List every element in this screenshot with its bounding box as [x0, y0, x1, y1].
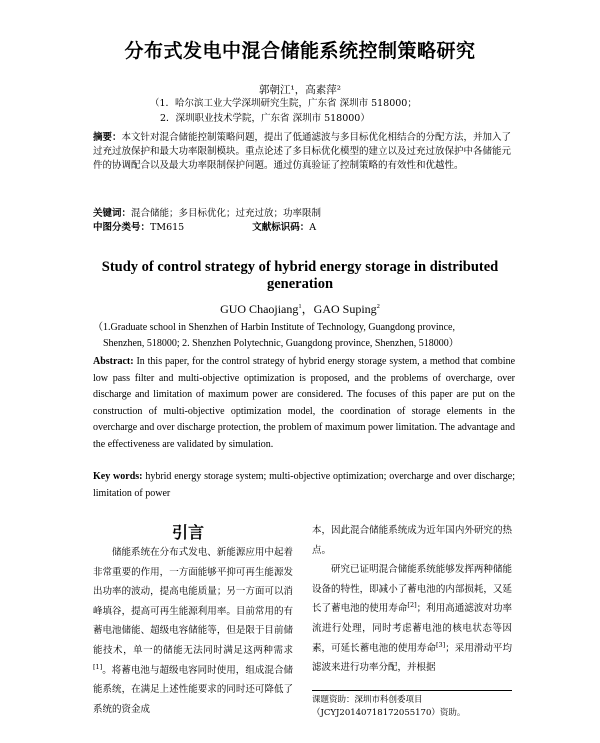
english-keywords-text: hybrid energy storage system; multi-objective optimization; overcharge and over discharge; limitation of power	[93, 471, 516, 499]
english-author-2: GAO Suping	[313, 302, 377, 316]
footnote-divider	[312, 690, 512, 691]
intro-right-paragraph-2	[312, 560, 512, 678]
classification-line	[93, 221, 513, 235]
clc-value: TM615	[150, 222, 185, 233]
funding-footnote	[312, 694, 517, 720]
english-affiliation-line-2: Shenzhen, 518000; 2. Shenzhen Polytechnic, Guangdong province, Shenzhen, 518000）	[103, 338, 459, 349]
intro-right-citation-1: [2]	[407, 601, 417, 610]
intro-left-text-b: 。将蓄电池与超级电容同时使用，组成混合储能系统，在满足上述性能要求的同时还可降低了系统的资金成	[93, 664, 293, 715]
english-author-2-mark: 2	[376, 303, 380, 310]
english-abstract	[93, 354, 515, 453]
english-affiliation	[93, 320, 533, 352]
chinese-keywords	[93, 207, 513, 221]
chinese-keywords-text: 混合储能；多目标优化；过充过放；功率限制	[131, 208, 322, 219]
english-affiliation-line-1: （1.Graduate school in Shenzhen of Harbin Institute of Technology, Guangdong province,	[93, 322, 455, 333]
footnote-label: 课题资助：	[312, 695, 355, 705]
english-keywords-label: Key words:	[93, 471, 143, 482]
chinese-abstract-text: 本文针对混合储能控制策略问题，提出了低通滤波与多目标优化相结合的分配方法，并加入了过充过放保护和最大功率限制模块。重点论述了多目标优化模型的建立以及过充过放保护中各储能元件的协调配合以及最大功率限制保护问题。通过仿真验证了控制策略的有效性和优越性。	[93, 132, 512, 171]
english-authors	[0, 300, 600, 317]
english-abstract-label: Abstract:	[93, 356, 134, 367]
english-keywords	[93, 469, 515, 502]
intro-left-text-a: 储能系统在分布式发电、新能源应用中起着非常重要的作用，一方面能够平抑可再生能源发出功率的波动，提高电能质量；另一方面可以消峰填谷，提高可再生能源利用率。目前常用的有蓄电池储能、超级电容储能等，但是限于目前储能技术，单一的储能无法同时满足这两种需求	[93, 547, 293, 656]
chinese-affiliation-line-2: 2．深圳职业技术学院，广东省 深圳市 518000）	[160, 113, 370, 124]
intro-right-text-b: ；利用高通滤波对功率流进行处理，同时考虑蓄电池的核电状态等因素，可延长蓄电池的使用寿命	[312, 603, 512, 654]
intro-left-citation: [1]	[93, 662, 103, 671]
english-author-1-mark: 1	[298, 303, 302, 310]
chinese-title: 分布式发电中混合储能系统控制策略研究	[124, 40, 476, 62]
english-author-1: GUO Chaojiang	[220, 302, 299, 316]
doc-code-value: A	[309, 222, 317, 233]
chinese-abstract	[93, 131, 513, 173]
chinese-affiliation	[150, 96, 480, 126]
chinese-abstract-label: 摘要：	[93, 132, 122, 143]
chinese-affiliation-line-1: （1．哈尔滨工业大学深圳研究生院，广东省 深圳市 518000；	[150, 98, 417, 109]
clc-label: 中图分类号：	[93, 222, 151, 233]
intro-right-text-c: ；采用滑动平均滤波来进行功率分配，并根据	[312, 642, 512, 674]
intro-right-column	[312, 521, 512, 678]
chinese-authors: 郭朝江¹，高素萍²	[259, 84, 341, 96]
intro-right-citation-2: [3]	[436, 640, 446, 649]
english-author-separator: ，	[301, 302, 314, 316]
chinese-keywords-label: 关键词：	[93, 208, 132, 219]
doc-code-label: 文献标识码：	[252, 222, 310, 233]
intro-right-text-a: 研究已证明混合储能系统能够发挥两种储能设备的特性，即减小了蓄电池的内部损耗，又延长了蓄电池的使用寿命	[312, 564, 512, 615]
footnote-text: 深圳市科创委项目（JCYJ20140718172055170）资助。	[312, 695, 466, 718]
intro-heading: 引言	[171, 523, 204, 542]
intro-right-paragraph-1: 本，因此混合储能系统成为近年国内外研究的热点。	[312, 525, 512, 556]
intro-left-column	[93, 543, 293, 719]
english-abstract-text: In this paper, for the control strategy of hybrid energy storage system, a method that combine low pass filter and multi-objective optimization is proposed, and the problems of overcharge, over discharge and limitation of maximum power are considered. The focuses of this paper are put on the construction of multi-objective optimization model, the coordination of storage elements in the overcharge and over discharge protection, the problem of maximum power limitation. The advantage and the effectiveness are validated by simulation.	[93, 356, 516, 450]
english-title: Study of control strategy of hybrid energy storage in distributed generation	[101, 259, 499, 292]
